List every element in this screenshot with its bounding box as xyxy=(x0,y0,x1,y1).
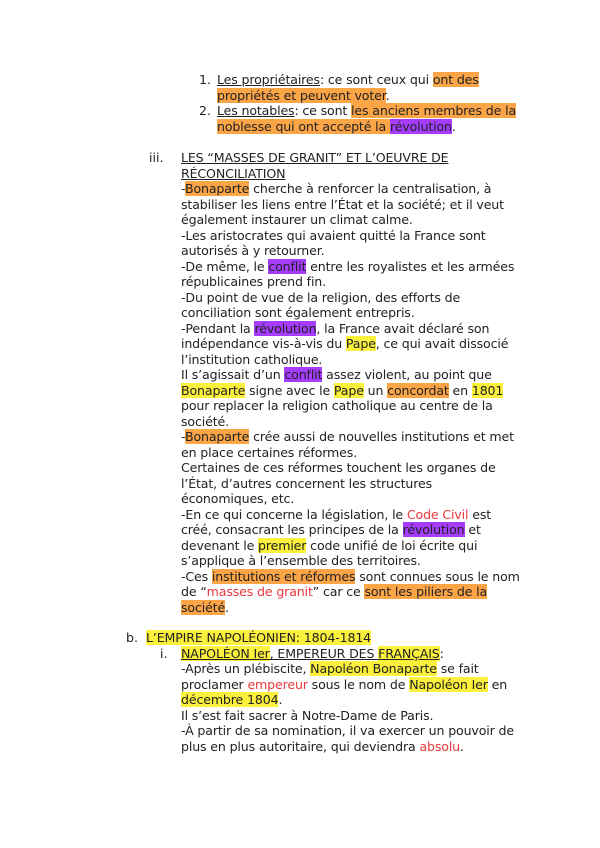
paragraph-line xyxy=(181,739,464,755)
section-title: LES “MASSES DE GRANIT” ET L’OEUVRE DE xyxy=(181,150,449,165)
text: : xyxy=(439,646,444,661)
highlight-purple: conflit xyxy=(268,259,307,274)
highlight-purple: conflit xyxy=(284,367,323,382)
list-number: 2. xyxy=(199,103,212,118)
text: - xyxy=(181,181,185,196)
paragraph-line: conciliation sont également entrepris. xyxy=(181,305,415,320)
highlight-orange: Bonaparte xyxy=(184,429,250,444)
text: -Après un plébiscite, xyxy=(181,661,311,676)
highlight-yellow: NAPOLÉON Ier xyxy=(181,646,270,661)
paragraph-line xyxy=(181,692,282,708)
paragraph-line: en place certaines réformes. xyxy=(181,445,358,460)
text: de “ xyxy=(181,584,207,599)
text: code unifié de loi écrite qui xyxy=(306,538,478,553)
highlight-yellow: Pape xyxy=(333,383,364,398)
text: . xyxy=(225,600,229,615)
red-text: absolu xyxy=(419,739,460,754)
text: créé, consacrant les principes de la xyxy=(181,522,403,537)
red-text: masses de granit xyxy=(206,584,313,599)
section-title-cont: RÉCONCILIATION xyxy=(181,166,286,181)
text: et xyxy=(464,522,481,537)
text: : ce sont xyxy=(294,103,352,118)
text: - xyxy=(181,429,185,444)
highlight-orange: propriétés et peuvent voter xyxy=(217,88,386,103)
text: se fait xyxy=(436,661,479,676)
text: -En ce qui concerne la législation, le xyxy=(181,507,407,522)
paragraph-line: également instaurer un climat calme. xyxy=(181,212,413,227)
section-title-empire xyxy=(146,630,371,646)
text: proclamer xyxy=(181,677,248,692)
highlight-yellow: Napoléon Ier xyxy=(409,677,488,692)
highlight-purple: révolution xyxy=(389,119,452,134)
text: est xyxy=(468,507,492,522)
text: ” car ce xyxy=(312,584,365,599)
list-item-proprietaires xyxy=(217,72,479,88)
text: -Pendant la xyxy=(181,321,255,336)
text: sous le nom de xyxy=(307,677,410,692)
text: plus en plus autoritaire, qui deviendra xyxy=(181,739,420,754)
list-item-notables-cont xyxy=(217,119,456,135)
list-item-proprietaires-cont xyxy=(217,88,389,104)
text: . xyxy=(385,88,390,103)
text: crée aussi de nouvelles institutions et met xyxy=(249,429,514,444)
paragraph-line: pour replacer la religion catholique au centre de la xyxy=(181,398,493,413)
paragraph-line: économiques, etc. xyxy=(181,491,295,506)
paragraph-line xyxy=(181,429,514,445)
paragraph-line xyxy=(181,538,477,554)
paragraph-line: société. xyxy=(181,414,229,429)
highlight-purple: révolution xyxy=(254,321,317,336)
section-number: i. xyxy=(160,646,168,661)
text: . xyxy=(451,119,456,134)
paragraph-line: républicaines prend fin. xyxy=(181,274,326,289)
paragraph-line xyxy=(181,600,229,616)
paragraph-line xyxy=(181,321,489,337)
list-item-notables xyxy=(217,103,516,119)
paragraph-line: autorisés à y retourner. xyxy=(181,243,325,258)
text: devenant le xyxy=(181,538,259,553)
text: , EMPEREUR DES xyxy=(269,646,379,661)
highlight-purple: révolution xyxy=(402,522,465,537)
highlight-yellow: décembre 1804 xyxy=(181,692,279,707)
paragraph-line xyxy=(181,181,491,197)
section-number: iii. xyxy=(149,150,164,165)
highlight-orange: noblesse qui ont accepté la xyxy=(217,119,390,134)
highlight-yellow: L’EMPIRE NAPOLÉONIEN: 1804-1814 xyxy=(146,630,372,645)
highlight-yellow: FRANÇAIS xyxy=(378,646,440,661)
red-text: Code Civil xyxy=(406,507,469,522)
text: sont connues sous le nom xyxy=(355,569,520,584)
highlight-yellow: Napoléon Bonaparte xyxy=(310,661,437,676)
paragraph-line: -À partir de sa nomination, il va exercer un pouvoir de xyxy=(181,723,514,738)
paragraph-line: s’applique à l’ensemble des territoires. xyxy=(181,553,421,568)
paragraph-line: l’État, d’autres concernent les structures xyxy=(181,476,433,491)
highlight-orange: institutions et réformes xyxy=(211,569,356,584)
highlight-orange: Bonaparte xyxy=(184,181,250,196)
text: un xyxy=(363,383,388,398)
text: , la France avait déclaré son xyxy=(316,321,490,336)
highlight-yellow: premier xyxy=(258,538,307,553)
highlight-yellow: Bonaparte xyxy=(181,383,246,398)
list-number: 1. xyxy=(199,72,212,87)
highlight-yellow: 1801 xyxy=(471,383,504,398)
text: signe avec le xyxy=(245,383,334,398)
paragraph-line xyxy=(181,677,507,693)
text: entre les royalistes et les armées xyxy=(306,259,515,274)
text: Il s’agissait d’un xyxy=(181,367,285,382)
paragraph-line: stabiliser les liens entre l’État et la société; et il veut xyxy=(181,197,504,212)
text: : ce sont ceux qui xyxy=(319,72,433,87)
text: cherche à renforcer la centralisation, à xyxy=(249,181,492,196)
text: . xyxy=(460,739,464,754)
term: Les notables xyxy=(217,103,295,118)
paragraph-line xyxy=(181,259,514,275)
paragraph-line: -Du point de vue de la religion, des efforts de xyxy=(181,290,461,305)
paragraph-line xyxy=(181,569,520,585)
paragraph-line: Il s’est fait sacrer à Notre-Dame de Paris. xyxy=(181,708,434,723)
paragraph-line xyxy=(181,383,503,399)
highlight-orange: concordat xyxy=(387,383,449,398)
text: . xyxy=(278,692,283,707)
paragraph-line xyxy=(181,367,492,383)
highlight-orange: les anciens membres de la xyxy=(351,103,517,118)
text: assez violent, au point que xyxy=(322,367,492,382)
text: -De même, le xyxy=(181,259,269,274)
section-number: b. xyxy=(126,630,138,645)
text: en xyxy=(448,383,472,398)
section-heading-napoleon xyxy=(181,646,444,662)
paragraph-line xyxy=(181,584,487,600)
paragraph-line xyxy=(181,336,508,352)
highlight-orange: sont les piliers de la xyxy=(364,584,488,599)
text: -Ces xyxy=(181,569,212,584)
paragraph-line: l’institution catholique. xyxy=(181,352,323,367)
highlight-orange: société xyxy=(181,600,226,615)
red-text: empereur xyxy=(247,677,308,692)
paragraph-line: Certaines de ces réformes touchent les organes de xyxy=(181,460,496,475)
text: indépendance vis-à-vis du xyxy=(181,336,346,351)
text: en xyxy=(487,677,508,692)
text: , ce qui avait dissocié xyxy=(375,336,509,351)
highlight-orange: ont des xyxy=(432,72,479,87)
paragraph-line xyxy=(181,661,479,677)
paragraph-line xyxy=(181,522,481,538)
term: Les propriétaires xyxy=(217,72,320,87)
paragraph-line xyxy=(181,507,491,523)
highlight-yellow: Pape xyxy=(345,336,376,351)
paragraph-line: -Les aristocrates qui avaient quitté la France sont xyxy=(181,228,486,243)
